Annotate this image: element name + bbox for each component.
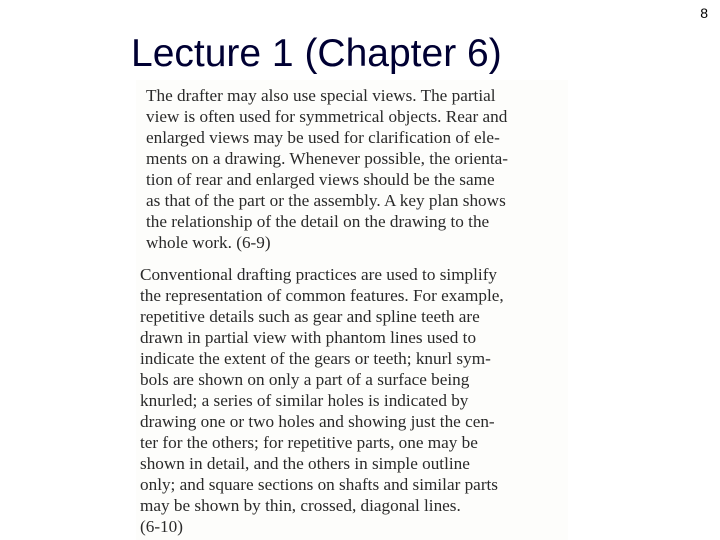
text-line: view is often used for symmetrical objects. Rear and bbox=[146, 107, 508, 126]
text-line: drawing one or two holes and showing just the cen- bbox=[140, 412, 495, 431]
page-number: 8 bbox=[700, 5, 708, 21]
text-line: (6-10) bbox=[140, 517, 183, 536]
text-line: bols are shown on only a part of a surface being bbox=[140, 370, 470, 389]
text-line: only; and square sections on shafts and similar parts bbox=[140, 475, 499, 494]
text-line: drawn in partial view with phantom lines used to bbox=[140, 328, 477, 347]
text-line: Conventional drafting practices are used to simplify bbox=[140, 265, 498, 284]
text-line: knurled; a series of similar holes is indicated by bbox=[140, 391, 469, 410]
text-line: the representation of common features. For example, bbox=[140, 286, 504, 305]
text-line: The drafter may also use special views. The partial bbox=[146, 86, 496, 105]
text-line: ments on a drawing. Whenever possible, the orienta- bbox=[146, 149, 508, 168]
text-line: indicate the extent of the gears or teeth; knurl sym- bbox=[140, 349, 491, 368]
text-line: the relationship of the detail on the drawing to the bbox=[146, 212, 490, 231]
text-line: whole work. (6-9) bbox=[146, 233, 271, 252]
text-line: ter for the others; for repetitive parts, one may be bbox=[140, 433, 478, 452]
slide-title: Lecture 1 (Chapter 6) bbox=[131, 32, 502, 75]
text-line: enlarged views may be used for clarification of ele- bbox=[146, 128, 500, 147]
paragraph-conventional-practices bbox=[140, 264, 504, 537]
paragraph-special-views bbox=[146, 85, 508, 253]
text-line: repetitive details such as gear and spline teeth are bbox=[140, 307, 480, 326]
text-line: tion of rear and enlarged views should be the same bbox=[146, 170, 495, 189]
text-line: may be shown by thin, crossed, diagonal lines. bbox=[140, 496, 461, 515]
text-line: shown in detail, and the others in simple outline bbox=[140, 454, 470, 473]
text-line: as that of the part or the assembly. A key plan shows bbox=[146, 191, 506, 210]
